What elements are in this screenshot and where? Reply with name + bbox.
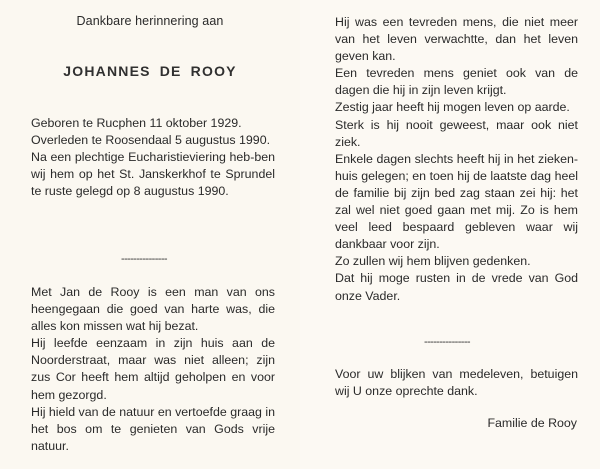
reflection — [335, 14, 578, 305]
tribute — [31, 284, 275, 455]
thanks-text — [335, 366, 578, 400]
intro-text: Dankbare herinnering aan — [76, 14, 224, 28]
deceased-name: JOHANNES DE ROOY — [63, 63, 237, 79]
thanks-paragraph: Voor uw blijken van medeleven, betuigen wij U onze oprechte dank. — [335, 367, 578, 399]
death-line: Overleden te Roosendaal 5 augustus 1990. — [31, 133, 271, 148]
reflection-paragraph: Zo zullen wij hem blijven gedenken. — [335, 254, 531, 269]
birth-line: Geboren te Rucphen 11 oktober 1929. — [31, 116, 242, 130]
reflection-paragraph: Enkele dagen slechts heeft hij in het zieken-huis gelegen; en toen hij de laatste dag heel de familie bij zijn bed zag staan zei hij: het zal wel niet goed gaan met mij. Zo is hem veel leed bespaard gebleven waar wij dankbaar voor zijn. — [335, 151, 578, 252]
reflection-paragraph: Sterk is hij nooit geweest, maar ook niet ziek. — [335, 117, 578, 149]
life-facts — [31, 115, 275, 200]
tribute-paragraph: Hij leefde eenzaam in zijn huis aan de Noorderstraat, maar was niet alleen; zijn zus Cor heeft hem altijd geholpen en voor hem gezorgd. — [31, 336, 275, 402]
burial-paragraph: Na een plechtige Eucharistieviering heb-ben wij hem op het St. Janskerkhof te Sprundel te ruste gelegd op 8 augustus 1990. — [31, 150, 275, 199]
reflection-paragraph: Zestig jaar heeft hij mogen leven op aarde. — [335, 100, 570, 115]
tribute-paragraph: Hij hield van de natuur en vertoefde graag in het bos om te genieten van Gods vrije natuur. — [31, 404, 275, 453]
tribute-paragraph: Met Jan de Rooy is een man van ons heengegaan die goed van harte was, die alles kon missen wat hij bezat. — [31, 285, 275, 334]
signature: Familie de Rooy — [487, 416, 577, 430]
reflection-paragraph: Dat hij moge rusten in de vrede van God onze Vader. — [335, 271, 578, 303]
divider: --------------- — [424, 336, 470, 348]
divider: --------------- — [121, 253, 167, 265]
reflection-paragraph: Een tevreden mens geniet ook van de dagen die hij in zijn leven krijgt. — [335, 66, 578, 98]
reflection-paragraph: Hij was een tevreden mens, die niet meer van het leven verwachtte, dan het leven geven kan. — [335, 15, 578, 64]
right-page — [300, 0, 600, 469]
